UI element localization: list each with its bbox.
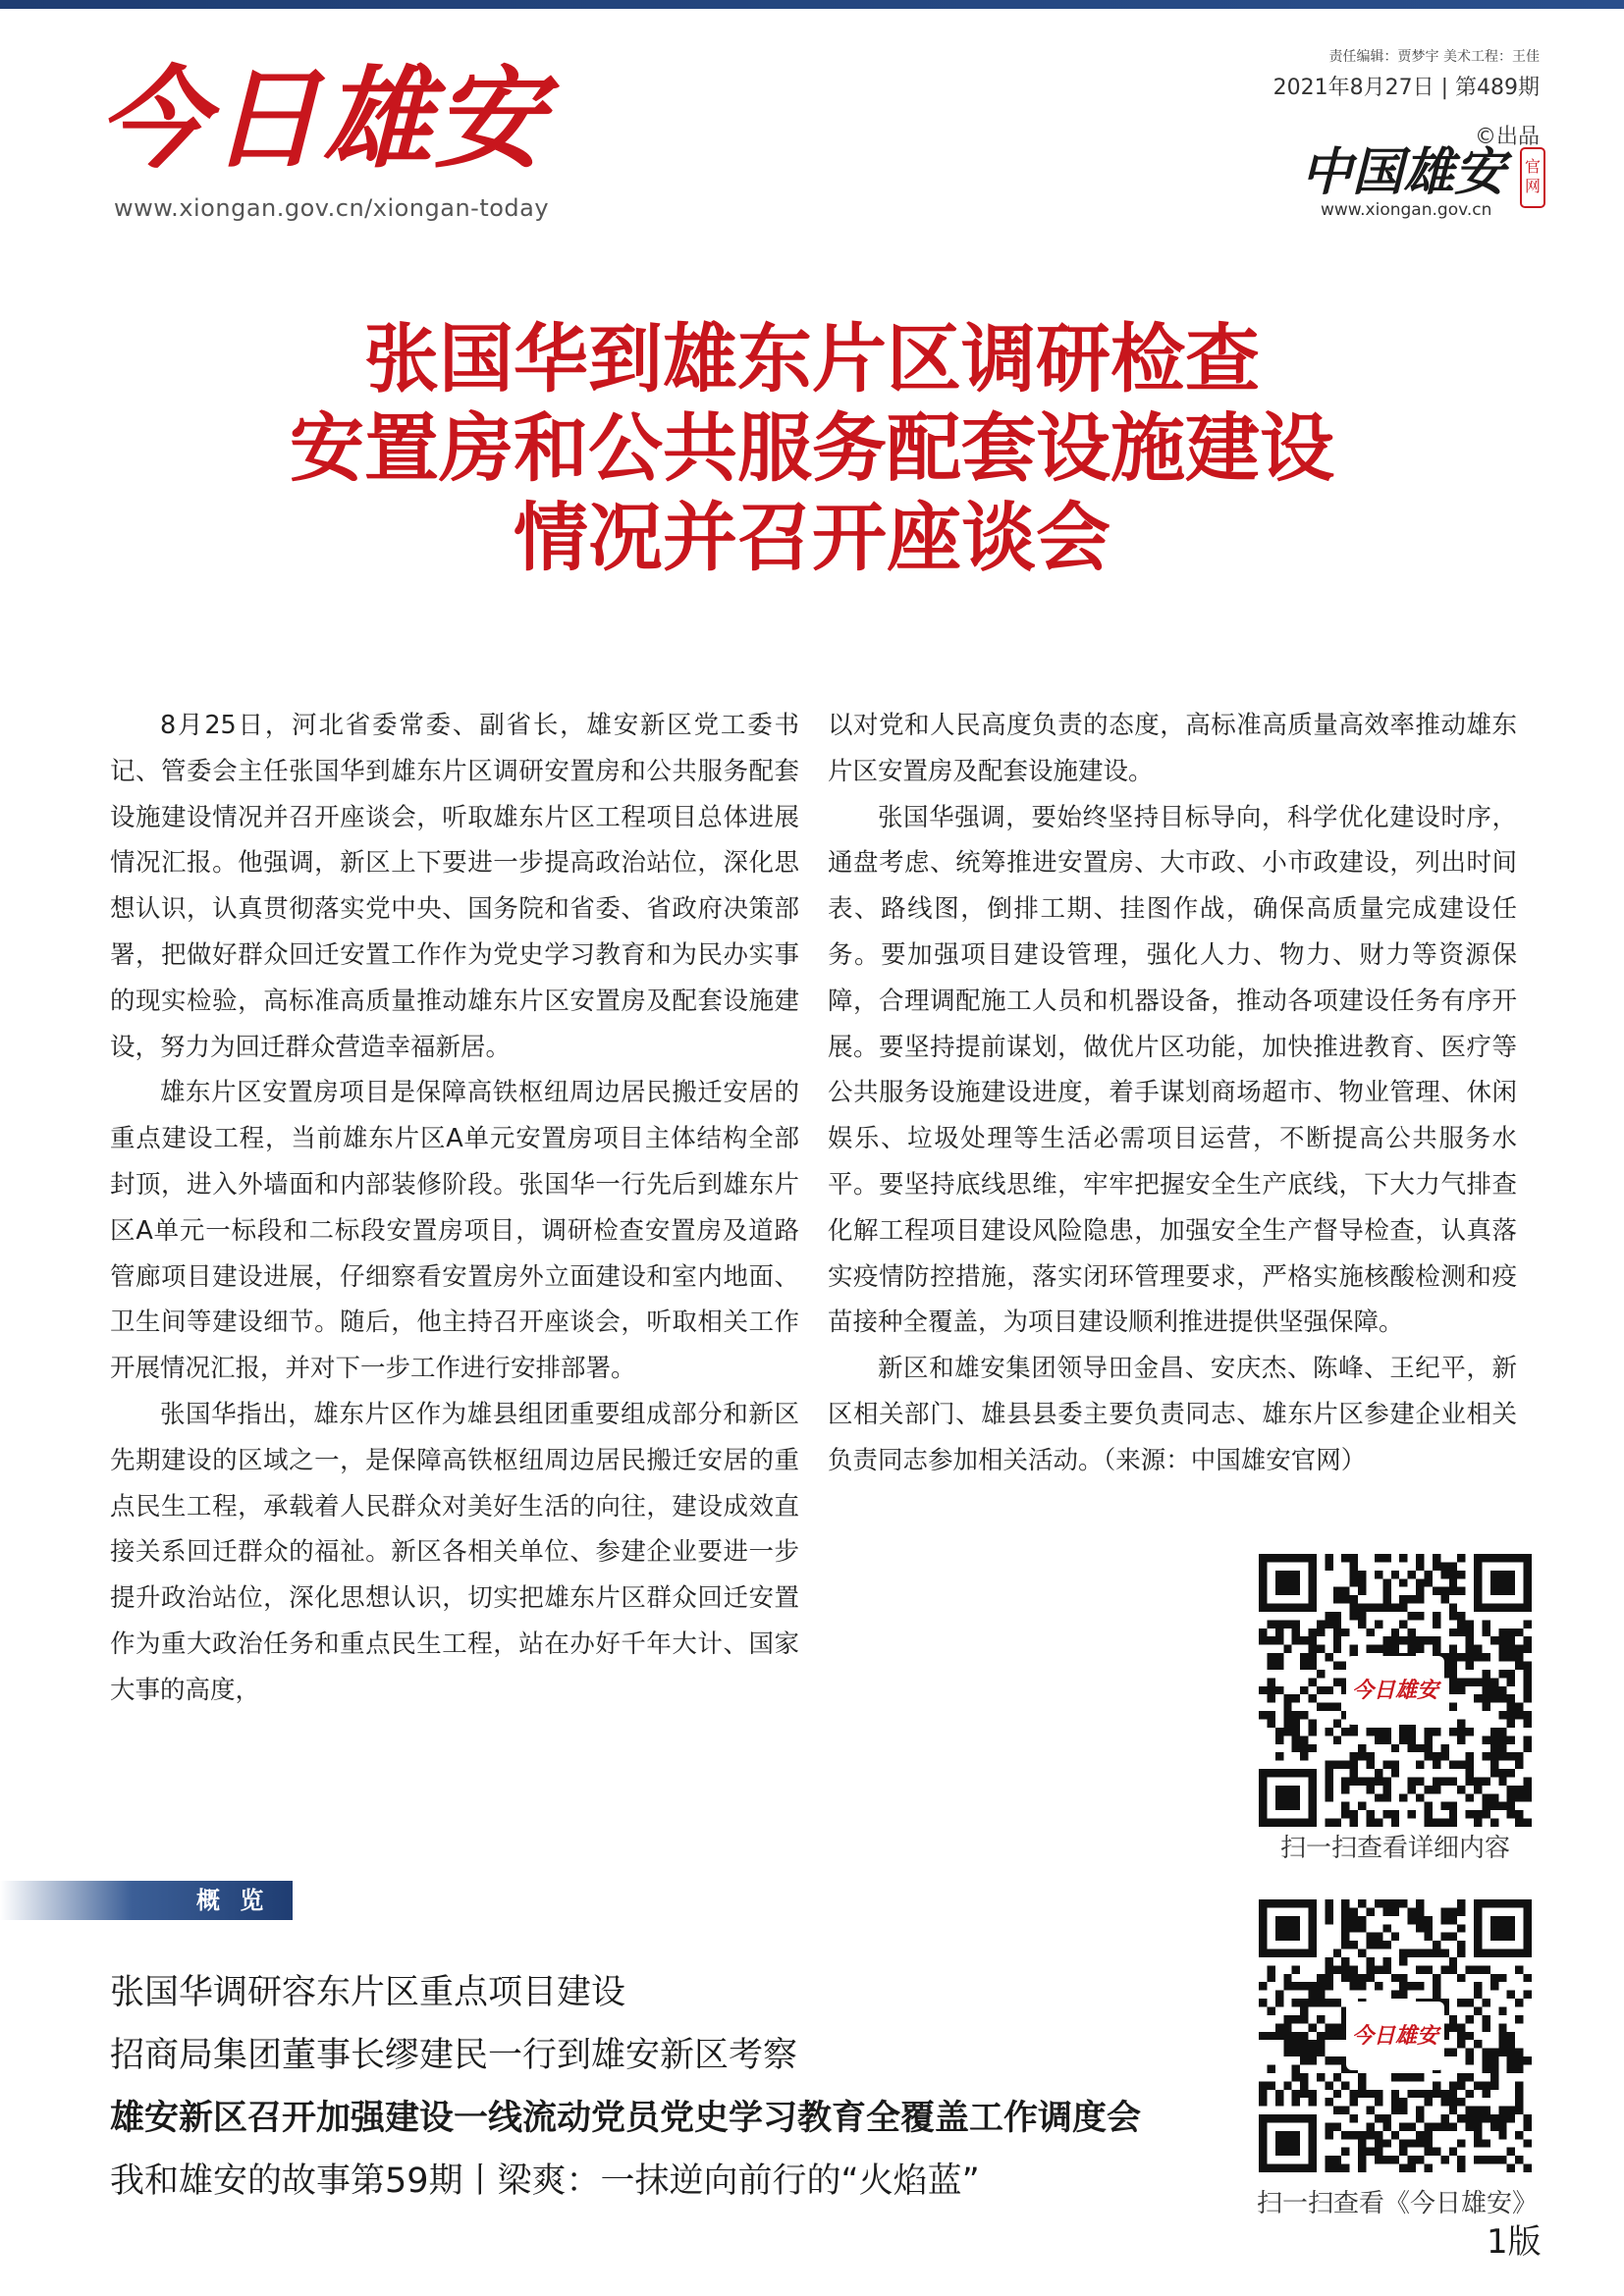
editor-credits: 责任编辑：贾梦宇 美术工程：王佳 [1328,49,1540,65]
china-xiongan-brand-logo: 中国雄安 [1301,142,1506,202]
article-paragraph: 张国华强调，要始终坚持目标导向，科学优化建设时序，通盘考虑、统筹推进安置房、大市政、小市政建设，列出时间表、路线图，倒排工期、挂图作战，确保高质量完成建设任务。要加强项目建设管理，强化人力、物力、财力等资源保障，合理调配施工人员和机器设备，推动各项建设任务有序开展。要坚持提前谋划，做优片区功能，加快推进教育、医疗等公共服务设施建设进度，着手谋划商场超市、物业管理、休闲娱乐、垃圾处理等生活必需项目运营，不断提高公共服务水平。要坚持底线思维，牢牢把握安全生产底线，下大力气排查化解工程项目建设风险隐患，加强安全生产督导检查，认真落实疫情防控措施，落实闭环管理要求，严格实施核酸检测和疫苗接种全覆盖，为项目建设顺利推进提供坚强保障。 [828,802,1517,1338]
article-column-left [110,703,799,1714]
article-paragraph: 8月25日，河北省委常委、副省长，雄安新区党工委书记、管委会主任张国华到雄东片区调研安置房和公共服务配套设施建设情况并召开座谈会，听取雄东片区工程项目总体进展情况汇报。他强调，新区上下要进一步提高政治站位，深化思想认识，认真贯彻落实党中央、国务院和省委、省政府决策部署，把做好群众回迁安置工作作为党史学习教育和为民办实事的现实检验，高标准高质量推动雄东片区安置房及配套设施建设，努力为回迁群众营造幸福新居。 [110,711,799,1062]
qr-center-logo: 今日雄安 [1346,1656,1444,1725]
site-url[interactable]: www.xiongan.gov.cn/xiongan-today [114,194,550,222]
overview-item[interactable]: 张国华调研容东片区重点项目建设 [110,1973,626,2012]
article-paragraph: 雄东片区安置房项目是保障高铁枢纽周边居民搬迁安居的重点建设工程，当前雄东片区A单元安置房项目主体结构全部封顶，进入外墙面和内部装修阶段。张国华一行先后到雄东片区A单元一标段和二标段安置房项目，调研检查安置房及道路管廊项目建设进展，仔细察看安置房外立面建设和室内地面、卫生间等建设细节。随后，他主持召开座谈会，听取相关工作开展情况汇报，并对下一步工作进行安排部署。 [110,1078,799,1384]
overview-section-label: 概 览 [196,1887,270,1914]
produced-by-label: ©出品 [1474,125,1540,149]
brand-url[interactable]: www.xiongan.gov.cn [1321,200,1492,220]
issue-date: 2021年8月27日 | 第489期 [1272,76,1540,100]
qr-code-newspaper[interactable] [1259,1899,1532,2172]
overview-item[interactable]: 我和雄安的故事第59期丨梁爽：一抹逆向前行的“火焰蓝” [110,2162,980,2201]
today-xiongan-logo: 今日雄安 [98,55,546,184]
page-number: 1版 [1487,2222,1542,2262]
headline [59,314,1565,582]
overview-list [110,1961,1239,2213]
headline-line: 张国华到雄东片区调研检查 [364,315,1260,402]
overview-item[interactable]: 雄安新区召开加强建设一线流动党员党史学习教育全覆盖工作调度会 [110,2099,1142,2138]
article-paragraph-continued: 以对党和人民高度负责的态度，高标准高质量高效率推动雄东片区安置房及配套设施建设。 [828,711,1517,786]
article-paragraph: 张国华指出，雄东片区作为雄县组团重要组成部分和新区先期建设的区域之一，是保障高铁枢纽周边居民搬迁安居的重点民生工程，承载着人民群众对美好生活的向往，建设成效直接关系回迁群众的福祉。新区各相关单位、参建企业要进一步提升政治站位，深化思想认识，切实把雄东片区群众回迁安置作为重大政治任务和重点民生工程，站在办好千年大计、国家大事的高度， [110,1399,799,1705]
headline-line: 情况并召开座谈会 [514,494,1110,581]
qr-code-details[interactable] [1259,1554,1532,1827]
qr-caption-details: 扫一扫查看详细内容 [1279,1834,1510,1863]
overview-item[interactable]: 招商局集团董事长缪建民一行到雄安新区考察 [110,2036,798,2075]
official-seal-icon: 官网 [1520,147,1545,208]
article-paragraph: 新区和雄安集团领导田金昌、安庆杰、陈峰、王纪平，新区相关部门、雄县县委主要负责同志、雄东片区参建企业相关负责同志参加相关活动。（来源：中国雄安官网） [828,1354,1517,1475]
qr-caption-newspaper: 扫一扫查看《今日雄安》 [1256,2189,1538,2218]
top-color-bar [0,0,1624,9]
qr-center-logo: 今日雄安 [1346,2002,1444,2070]
headline-line: 安置房和公共服务配套设施建设 [290,404,1334,492]
article-column-right [828,703,1517,1484]
